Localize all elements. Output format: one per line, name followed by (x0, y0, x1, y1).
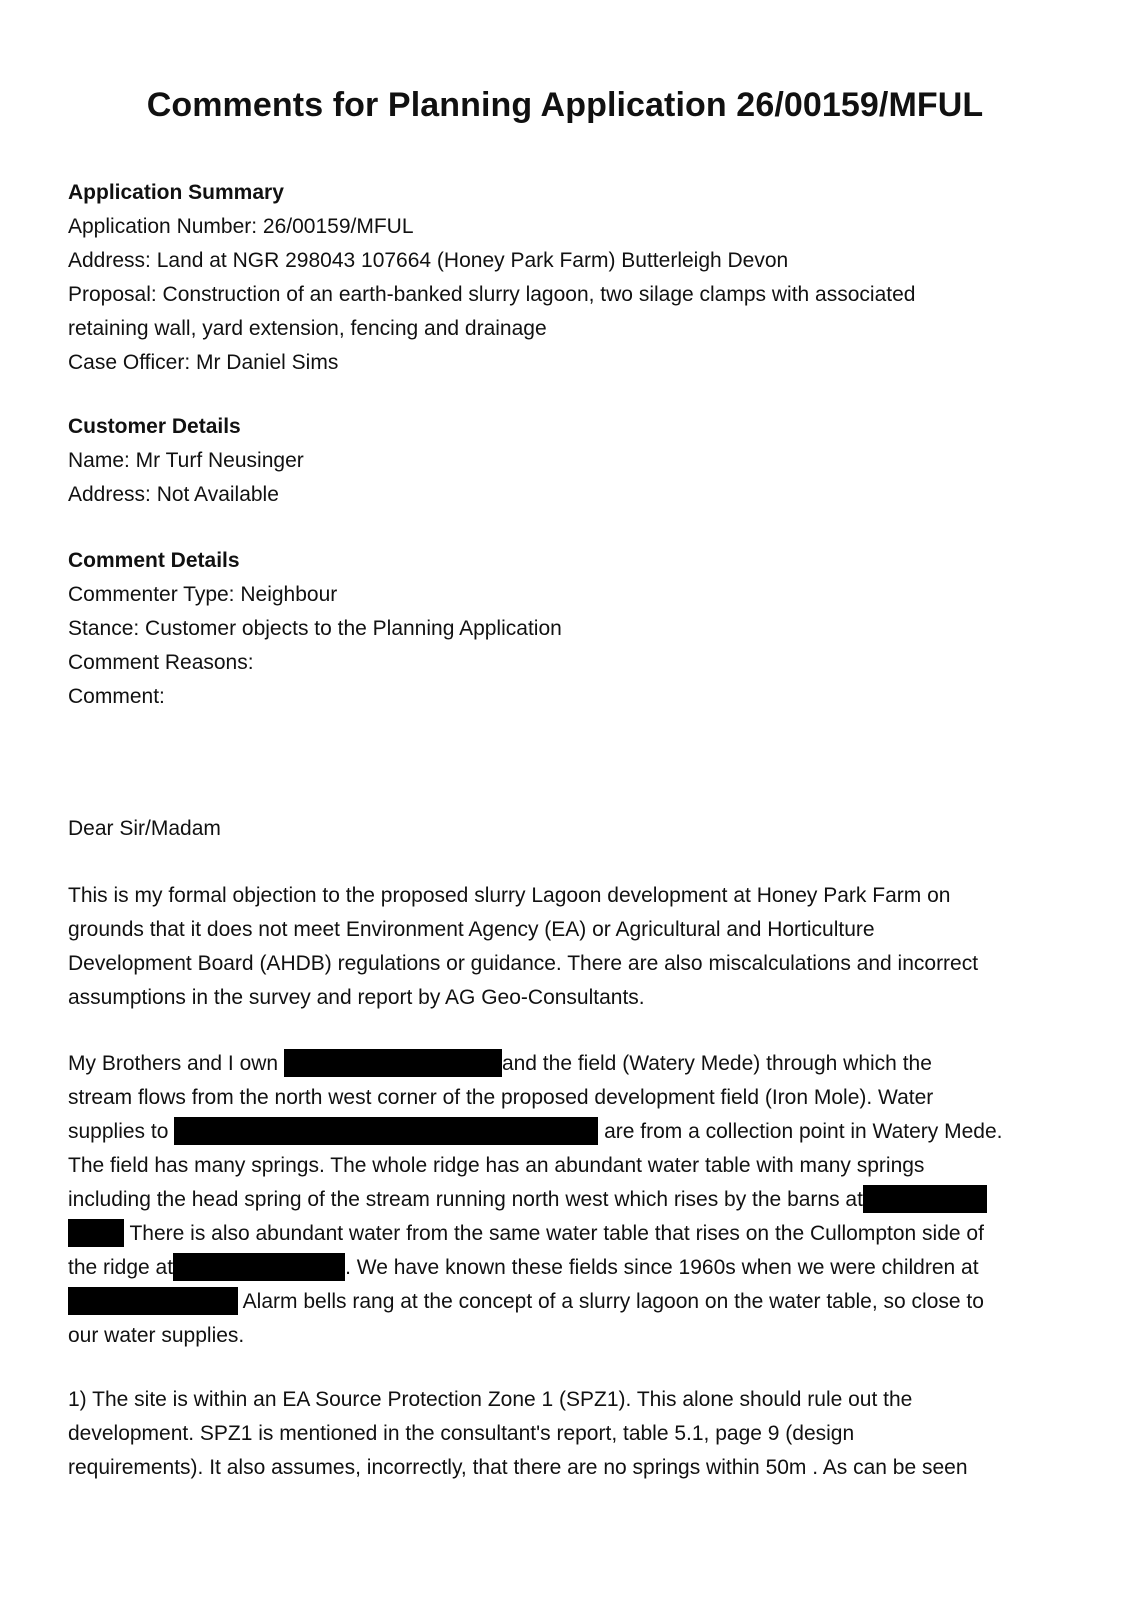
letter-paragraph-2 (68, 1047, 1068, 1353)
salutation-text: Dear Sir/Madam (68, 817, 221, 840)
redaction-block (68, 1287, 238, 1315)
customer-name: Name: Mr Turf Neusinger (68, 449, 304, 472)
text-segment: Alarm bells rang at the concept of a slurry lagoon on the water table, so close to (238, 1290, 984, 1313)
comment-details-section (68, 544, 1068, 714)
customer-address: Address: Not Available (68, 483, 279, 506)
redaction-block (284, 1049, 502, 1077)
paragraph-line: development. SPZ1 is mentioned in the consultant's report, table 5.1, page 9 (design (68, 1422, 855, 1445)
section-heading: Application Summary (68, 181, 284, 204)
text-segment: My Brothers and I own (68, 1052, 284, 1075)
comment-reasons: Comment Reasons: (68, 651, 254, 674)
paragraph-line (68, 1183, 1068, 1217)
redaction-block (863, 1185, 987, 1213)
page-title: Comments for Planning Application 26/00159/MFUL (146, 86, 984, 124)
text-segment: the ridge at (68, 1256, 174, 1279)
letter-paragraph-1 (68, 879, 1068, 1015)
paragraph-line (68, 1217, 1068, 1251)
paragraph-line: stream flows from the north west corner of the proposed development field (Iron Mole). Water (68, 1086, 934, 1109)
redaction-block (173, 1253, 345, 1281)
text-segment: including the head spring of the stream running north west which rises by the barns at (68, 1188, 863, 1211)
text-segment: There is also abundant water from the same water table that rises on the Cullompton side of (124, 1222, 984, 1245)
paragraph-line: assumptions in the survey and report by AG Geo-Consultants. (68, 986, 645, 1009)
paragraph-line (68, 1115, 1068, 1149)
section-heading: Comment Details (68, 549, 240, 572)
redaction-block (68, 1219, 124, 1247)
stance: Stance: Customer objects to the Planning Application (68, 617, 562, 640)
proposal-line: retaining wall, yard extension, fencing and drainage (68, 317, 547, 340)
application-summary-section (68, 176, 1068, 380)
letter-salutation (68, 812, 1068, 846)
comment-label: Comment: (68, 685, 165, 708)
paragraph-line: grounds that it does not meet Environment Agency (EA) or Agricultural and Horticulture (68, 918, 875, 941)
redaction-block (174, 1117, 598, 1145)
application-address: Address: Land at NGR 298043 107664 (Honey Park Farm) Butterleigh Devon (68, 249, 789, 272)
section-heading: Customer Details (68, 415, 241, 438)
commenter-type: Commenter Type: Neighbour (68, 583, 338, 606)
paragraph-line: This is my formal objection to the proposed slurry Lagoon development at Honey Park Farm on (68, 884, 951, 907)
text-segment: . We have known these fields since 1960s when we were children at (345, 1256, 979, 1279)
paragraph-line: The field has many springs. The whole ridge has an abundant water table with many springs (68, 1154, 925, 1177)
text-segment: supplies to (68, 1120, 175, 1143)
paragraph-line (68, 1251, 1068, 1285)
paragraph-line: 1) The site is within an EA Source Protection Zone 1 (SPZ1). This alone should rule out the (68, 1388, 913, 1411)
paragraph-line: requirements). It also assumes, incorrectly, that there are no springs within 50m . As can be seen (68, 1456, 968, 1479)
text-segment: and the field (Watery Mede) through which the (501, 1052, 932, 1075)
proposal-line: Proposal: Construction of an earth-banked slurry lagoon, two silage clamps with associated (68, 283, 916, 306)
application-number: Application Number: 26/00159/MFUL (68, 215, 414, 238)
case-officer: Case Officer: Mr Daniel Sims (68, 351, 339, 374)
paragraph-line: Development Board (AHDB) regulations or guidance. There are also miscalculations and incorrect (68, 952, 979, 975)
paragraph-line (68, 1047, 1068, 1081)
letter-paragraph-3 (68, 1383, 1068, 1485)
paragraph-line (68, 1285, 1068, 1319)
customer-details-section (68, 410, 1068, 512)
paragraph-line: our water supplies. (68, 1324, 245, 1347)
text-segment: are from a collection point in Watery Mede. (598, 1120, 1003, 1143)
